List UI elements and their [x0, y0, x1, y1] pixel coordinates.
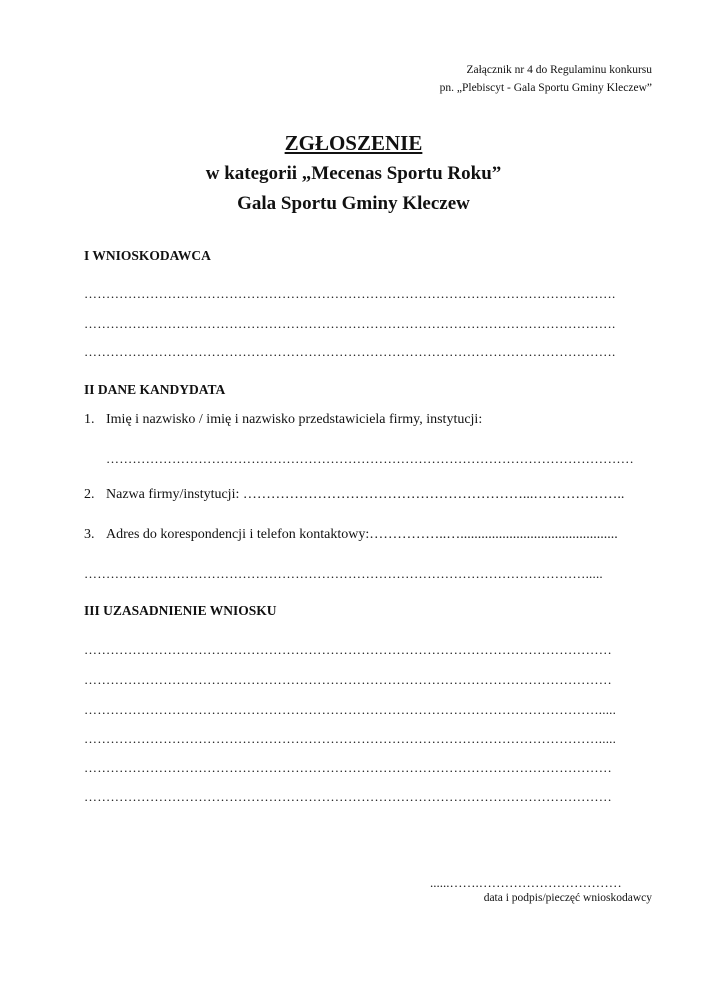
section-applicant-heading: I WNIOSKODAWCA	[84, 248, 211, 263]
item-1-fill-line[interactable]: …………………………………………………………………………………………………………	[106, 451, 634, 466]
section-justification-heading: III UZASADNIENIE WNIOSKU	[84, 603, 277, 618]
annex-line-2: pn. „Plebiscyt - Gala Sportu Gminy Kleczew”	[439, 82, 652, 94]
item-1-number: 1.	[84, 412, 95, 427]
form-title: ZGŁOSZENIE	[284, 131, 423, 155]
form-category: w kategorii „Mecenas Sportu Roku”	[205, 163, 502, 184]
item-3-number: 3.	[84, 527, 95, 542]
form-event: Gala Sportu Gminy Kleczew	[237, 193, 470, 214]
justification-line-5[interactable]: …………………………………………………………………………………………………………	[84, 760, 612, 775]
justification-line-2[interactable]: …………………………………………………………………………………………………………	[84, 672, 612, 687]
justification-line-4[interactable]: ……………………………………………………………………………………………………….....	[84, 731, 617, 746]
item-2-label-with-fill[interactable]: Nazwa firmy/instytucji: ……………………………………………………...………………..	[106, 487, 625, 502]
applicant-line-2[interactable]: ………………………………………………………………………………………………………….	[84, 316, 616, 331]
section-candidate-heading: II DANE KANDYDATA	[84, 382, 226, 397]
applicant-line-1[interactable]: ………………………………………………………………………………………………………….	[84, 286, 616, 301]
item-3-label-with-fill[interactable]: Adres do korespondencji i telefon kontaktowy:……………..….............................................	[106, 527, 618, 542]
signature-line[interactable]: ......…….……………………………	[430, 875, 622, 890]
justification-line-6[interactable]: …………………………………………………………………………………………………………	[84, 789, 612, 804]
item-2-number: 2.	[84, 487, 95, 502]
annex-line-1: Załącznik nr 4 do Regulaminu konkursu	[466, 64, 652, 76]
item-3-fill-line[interactable]: …………………………………………………………………………………………………….....	[84, 566, 603, 581]
signature-label: data i podpis/pieczęć wnioskodawcy	[483, 892, 652, 904]
justification-line-3[interactable]: ……………………………………………………………………………………………………….....	[84, 702, 617, 717]
item-1-label: Imię i nazwisko / imię i nazwisko przedstawiciela firmy, instytucji:	[106, 412, 483, 427]
applicant-line-3[interactable]: ………………………………………………………………………………………………………….	[84, 344, 616, 359]
justification-line-1[interactable]: …………………………………………………………………………………………………………	[84, 642, 612, 657]
